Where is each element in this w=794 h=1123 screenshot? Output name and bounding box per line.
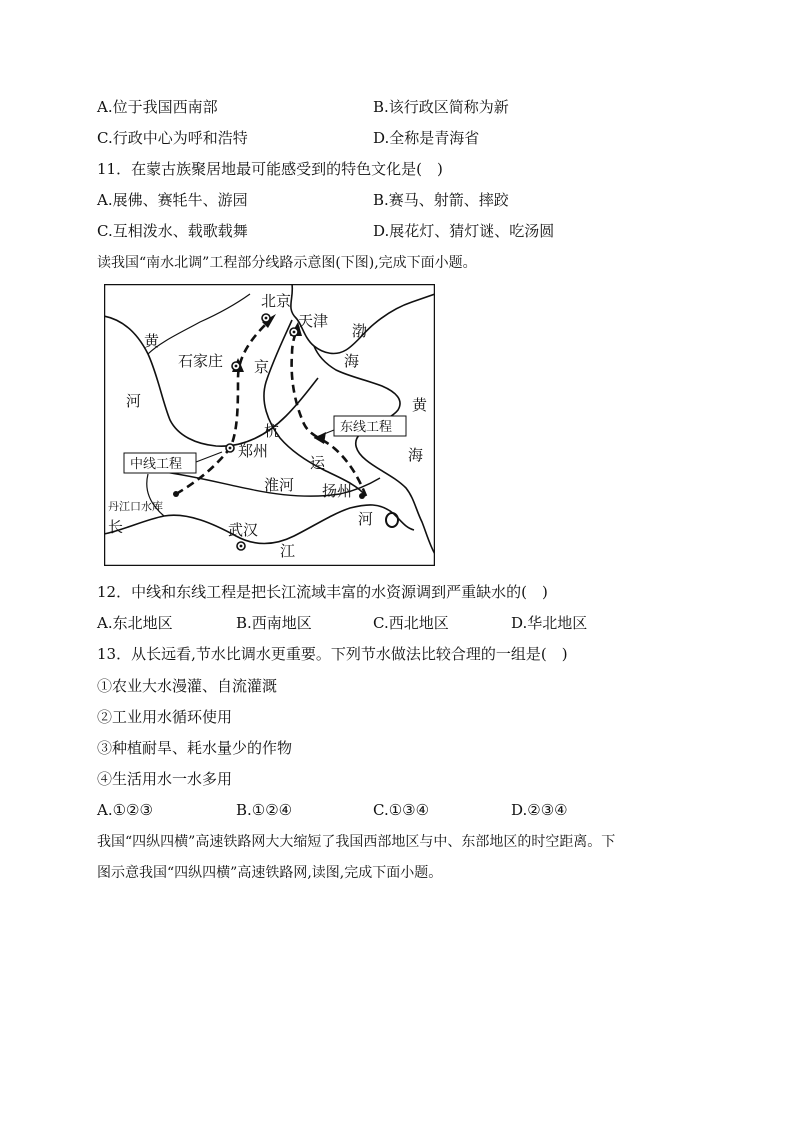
q13-option-c: C.①③④	[373, 801, 430, 819]
label-yellow-sea-1: 黄	[412, 396, 428, 414]
label-middle-route: 中线工程	[130, 457, 183, 472]
q11-option-a: A.展佛、赛牦牛、游园	[97, 191, 248, 209]
q10-option-c: C.行政中心为呼和浩特	[97, 129, 248, 147]
q13-item-1: ①农业大水漫灌、自流灌溉	[97, 677, 278, 695]
q13-item-2: ②工业用水循环使用	[97, 708, 233, 726]
q13-option-d: D.②③④	[511, 801, 568, 819]
label-yangtze-2: 江	[280, 542, 296, 560]
q11-option-b: B.赛马、射箭、摔跤	[373, 191, 509, 209]
label-danjiangkou: 丹江口水库	[108, 500, 163, 513]
danjiangkou-marker	[173, 491, 179, 497]
q11-option-d: D.展花灯、猜灯谜、吃汤圆	[373, 222, 555, 240]
label-canal-jing: 京	[254, 358, 270, 376]
q10-option-d: D.全称是青海省	[373, 129, 480, 147]
map-intro: 读我国“南水北调”工程部分线路示意图(下图),完成下面小题。	[97, 255, 477, 271]
label-wuhan: 武汉	[228, 521, 259, 539]
label-canal-yun: 运	[310, 454, 326, 472]
label-beijing: 北京	[261, 292, 292, 310]
q12-stem: 12．中线和东线工程是把长江流域丰富的水资源调到严重缺水的( )	[97, 583, 548, 601]
label-zhengzhou: 郑州	[238, 442, 269, 460]
label-east-route: 东线工程	[340, 420, 393, 435]
label-yellow-river-1: 黄	[144, 332, 160, 350]
label-canal-hang: 杭	[264, 422, 280, 440]
q10-option-b: B.该行政区简称为新	[373, 98, 509, 116]
label-tianjin: 天津	[298, 312, 329, 330]
label-shijiazhuang: 石家庄	[178, 352, 224, 370]
south-north-water-diversion-map	[104, 284, 435, 566]
label-yellow-river-2: 河	[126, 392, 142, 410]
label-yellow-sea-2: 海	[408, 446, 424, 464]
label-yangtze-1: 长	[108, 518, 124, 536]
label-yangzhou: 扬州	[322, 482, 353, 500]
label-bohai-2: 海	[344, 352, 360, 370]
q12-option-a: A.东北地区	[97, 614, 173, 632]
q13-option-a: A.①②③	[97, 801, 153, 819]
yangzhou-marker	[359, 493, 365, 499]
q13-item-4: ④生活用水一水多用	[97, 770, 233, 788]
railway-intro-line1: 我国“四纵四横”高速铁路网大大缩短了我国西部地区与中、东部地区的时空距离。下	[97, 834, 616, 850]
q12-option-c: C.西北地区	[373, 614, 449, 632]
q13-stem: 13．从长远看,节水比调水更重要。下列节水做法比较合理的一组是( )	[97, 645, 568, 663]
q13-item-3: ③种植耐旱、耗水量少的作物	[97, 739, 293, 757]
q11-stem: 11．在蒙古族聚居地最可能感受到的特色文化是( )	[97, 160, 443, 178]
label-canal-he: 河	[358, 510, 374, 528]
q12-option-b: B.西南地区	[236, 614, 312, 632]
q13-option-b: B.①②④	[236, 801, 293, 819]
label-huai-river: 淮河	[264, 476, 295, 494]
q11-option-c: C.互相泼水、载歌载舞	[97, 222, 248, 240]
label-bohai-1: 渤	[352, 322, 368, 340]
q12-option-d: D.华北地区	[511, 614, 588, 632]
q10-option-a: A.位于我国西南部	[97, 98, 218, 116]
railway-intro-line2: 图示意我国“四纵四横”高速铁路网,读图,完成下面小题。	[97, 865, 443, 881]
